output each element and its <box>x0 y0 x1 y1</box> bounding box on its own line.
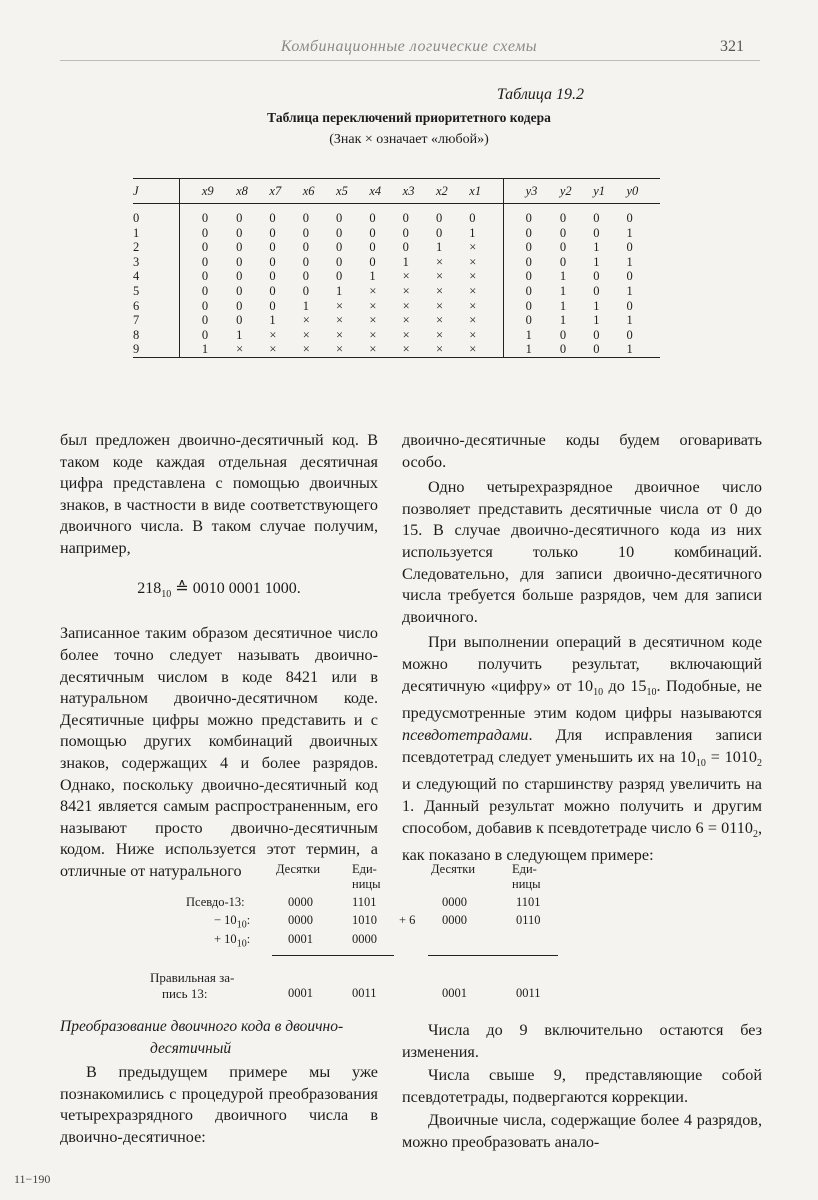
cell-x: × <box>369 283 377 298</box>
colon: : <box>246 932 251 946</box>
cell-y: 0 <box>626 211 633 225</box>
subscript: 10 <box>695 757 706 769</box>
cell-x: 1 <box>336 283 343 298</box>
cell-j: 9 <box>133 342 140 357</box>
cell-j: 3 <box>133 254 140 269</box>
header-x: x8 <box>236 184 248 198</box>
value: 1101 <box>352 895 377 909</box>
paragraph: был предложен двоично-десятичный код. В таком коде каждая отдельная десятичная цифра представлена с помощью двоичных знаков, в частности в виде соответствующего двоичного числа. В таком случае получим, например, <box>60 431 378 557</box>
cell-y: 1 <box>593 240 600 255</box>
header-y: y2 <box>559 184 572 198</box>
cell-x: 0 <box>269 211 276 225</box>
table-row <box>133 342 660 357</box>
cell-y: 0 <box>593 283 600 298</box>
cell-y: 0 <box>593 211 600 225</box>
header-x: x9 <box>179 179 236 204</box>
cell-y: 0 <box>525 283 532 298</box>
cell-x: 0 <box>179 255 236 270</box>
formula-rest: ≙ 0010 0001 1000. <box>171 579 301 597</box>
cell-x: × <box>369 313 377 328</box>
cell-x: 0 <box>336 269 343 284</box>
cell-x: × <box>402 313 410 328</box>
paragraph: В предыдущем примере мы уже познакомились с процедурой преобразования четырехразрядного двоичного числа в двоично-десятичное: <box>60 1063 378 1146</box>
cell-x: 0 <box>336 211 343 225</box>
paragraph: Одно четырехразрядное двоичное число позволяет представить десятичные числа от 0 до 15. В случае двоично-десятичного кода из них используется только 10 комбинаций. Следовательно, для записи двоично-десятичного числа требуется больше разрядов, чем для записи двоичного. <box>402 478 762 626</box>
cell-x: 0 <box>269 240 276 255</box>
plus-six: + 6 <box>399 913 416 927</box>
cell-x: × <box>302 342 310 357</box>
cell-x: × <box>469 284 503 299</box>
cell-y: 0 <box>559 254 567 269</box>
cell-x: 0 <box>402 211 409 225</box>
cell-x: × <box>369 342 377 357</box>
cell-x: 0 <box>269 283 276 298</box>
cell-x: × <box>435 313 444 328</box>
cell-x: 0 <box>179 226 236 241</box>
cell-x: × <box>369 327 377 342</box>
text-run: , как показано в следующем примере: <box>402 818 762 865</box>
cell-x: 0 <box>269 225 276 240</box>
header-units: ницы <box>352 877 381 891</box>
header-y: y1 <box>593 184 605 198</box>
cell-y: 1 <box>593 254 600 269</box>
table-row <box>133 226 660 241</box>
cell-x: × <box>469 269 503 284</box>
colon: : <box>246 913 251 927</box>
table-body <box>133 204 660 358</box>
cell-x: × <box>236 342 244 357</box>
cell-x: 0 <box>369 211 376 225</box>
cell-x: 0 <box>302 211 309 225</box>
text-run: При выполнении операций в десятичном коде можно получить результат, включающий десятичную «цифру» от 10 <box>402 633 762 695</box>
cell-x: × <box>469 328 503 343</box>
heading-line: десятичный <box>150 1039 232 1057</box>
header-units: Еди- <box>512 862 537 876</box>
table-row <box>133 313 660 328</box>
cell-x: × <box>336 342 344 357</box>
minus-label <box>214 913 250 931</box>
value: 0001 <box>288 986 313 1000</box>
cell-x: 0 <box>236 298 243 313</box>
cell-x: 0 <box>179 269 236 284</box>
paragraph: Записанное таким образом десятичное число более точно следует называть двоично-десятичным числом в коде 8421 или в натуральном двоично-десятичном коде. Десятичные цифры можно представить и с помощью других комбинаций двоичных знаков, содержащих 4 и более разрядов. Однако, поскольку двоично-десятичный код 8421 является самым распространенным, его называют просто двоично-десятичным кодом. Ниже используется этот термин, а отличные от натурального <box>60 624 378 880</box>
cell-x: 0 <box>435 211 443 225</box>
paragraph: Двоичные числа, содержащие более 4 разрядов, можно преобразовать анало- <box>402 1111 762 1151</box>
cell-y: 1 <box>593 313 600 328</box>
subscript: 2 <box>752 828 758 840</box>
cell-y: 0 <box>525 225 532 240</box>
cell-x: 0 <box>469 204 503 226</box>
correct-label: Правильная за- <box>150 970 235 985</box>
cell-x: × <box>369 298 377 313</box>
formula-subscript: 10 <box>161 588 172 600</box>
table-title: Таблица переключений приоритетного кодера <box>267 110 551 125</box>
cell-x: × <box>435 327 444 342</box>
cell-x: × <box>269 327 277 342</box>
cell-j: 7 <box>133 313 140 328</box>
cell-y: 0 <box>626 269 633 284</box>
cell-y: 0 <box>525 254 532 269</box>
priority-encoder-table <box>133 178 660 358</box>
value: 0001 <box>288 932 313 946</box>
cell-x: 0 <box>179 328 236 343</box>
cell-x: 1 <box>236 327 243 342</box>
value: 1101 <box>516 895 541 909</box>
header-x: x7 <box>269 184 282 198</box>
cell-y: 1 <box>559 269 567 284</box>
table-row <box>133 255 660 270</box>
cell-j: 2 <box>133 240 140 255</box>
cell-y: 1 <box>626 283 633 298</box>
cell-y: 0 <box>559 327 567 342</box>
cell-x: 1 <box>469 226 503 241</box>
cell-x: × <box>302 327 310 342</box>
cell-x: 1 <box>179 342 236 357</box>
table-note: (Знак × означает «любой») <box>329 132 489 147</box>
value: 0001 <box>442 986 467 1000</box>
right-bottom-column <box>402 1020 762 1154</box>
cell-x: × <box>336 327 344 342</box>
cell-x: 0 <box>336 254 343 269</box>
left-column <box>60 430 378 882</box>
cell-x: × <box>435 342 444 357</box>
cell-x: 0 <box>179 240 236 255</box>
table-row <box>133 204 660 226</box>
subscript: 10 <box>593 686 604 698</box>
formula <box>60 578 378 606</box>
cell-y: 0 <box>525 240 532 255</box>
cell-y: 0 <box>525 269 532 284</box>
cell-x: 0 <box>369 225 376 240</box>
cell-y: 1 <box>525 342 532 357</box>
header-tens: Десятки <box>431 862 476 876</box>
cell-x: 0 <box>302 240 309 255</box>
cell-x: × <box>469 240 503 255</box>
text-run: и следующий по старшинству разряд увеличить на 1. Данный результат можно получить и другим способом, добавив к псевдотетраде число 6 = 0110 <box>402 775 762 837</box>
cell-x: × <box>302 313 310 328</box>
minus-text: − 10 <box>214 913 237 927</box>
cell-x: 0 <box>179 299 236 314</box>
cell-x: 0 <box>302 254 309 269</box>
cell-j: 0 <box>133 211 140 225</box>
subscript: 2 <box>756 757 762 769</box>
cell-x: × <box>336 298 344 313</box>
paragraph: Числа до 9 включительно остаются без изменения. <box>402 1021 762 1061</box>
cell-y: 0 <box>593 269 600 284</box>
value: 1010 <box>352 913 377 927</box>
cell-y: 0 <box>559 240 567 255</box>
cell-x: × <box>469 255 503 270</box>
term-italic: псевдотетрадами <box>402 725 529 744</box>
header-tens: Десятки <box>276 862 321 876</box>
cell-x: 1 <box>435 240 443 255</box>
cell-x: × <box>435 269 444 284</box>
cell-x: × <box>336 313 344 328</box>
section-body <box>60 1062 378 1148</box>
cell-y: 0 <box>559 225 567 240</box>
pseudo-label: Псевдо-13: <box>186 895 245 909</box>
header-x: x5 <box>336 184 348 198</box>
cell-x: × <box>435 254 444 269</box>
header-j: J <box>133 184 139 198</box>
cell-y: 0 <box>626 240 633 255</box>
cell-y: 1 <box>626 254 633 269</box>
value: 0011 <box>352 986 377 1000</box>
cell-x: 0 <box>269 298 276 313</box>
value: 0110 <box>516 913 541 927</box>
table-row <box>133 299 660 314</box>
cell-x: 0 <box>336 240 343 255</box>
cell-y: 1 <box>626 342 633 357</box>
cell-x: × <box>402 298 410 313</box>
cell-x: × <box>402 283 410 298</box>
signature-mark: 11−190 <box>14 1172 51 1186</box>
table-row <box>133 269 660 284</box>
cell-x: 0 <box>435 225 443 240</box>
cell-y: 0 <box>593 225 600 240</box>
cell-x: × <box>469 342 503 357</box>
table-label: Таблица 19.2 <box>496 86 584 103</box>
header-divider <box>60 60 760 61</box>
paragraph <box>402 632 762 867</box>
cell-j: 5 <box>133 283 140 298</box>
cell-x: 0 <box>302 269 309 284</box>
cell-j: 1 <box>133 225 140 240</box>
cell-x: 0 <box>236 283 243 298</box>
paragraph: Числа свыше 9, представляющие собой псевдотетрады, подвергаются коррекции. <box>402 1066 762 1106</box>
header-x: x1 <box>469 179 503 204</box>
header-y: y0 <box>626 184 639 198</box>
cell-x: 0 <box>302 225 309 240</box>
cell-y: 0 <box>593 342 600 357</box>
cell-x: 0 <box>236 313 243 328</box>
cell-x: × <box>469 299 503 314</box>
value: 0011 <box>516 986 541 1000</box>
header-y: y3 <box>525 184 538 198</box>
cell-x: 0 <box>236 225 243 240</box>
cell-x: 0 <box>236 254 243 269</box>
header-units: Еди- <box>352 862 377 876</box>
cell-j: 8 <box>133 327 140 342</box>
section-heading <box>60 1016 378 1059</box>
value: 0000 <box>288 913 313 927</box>
cell-x: 0 <box>179 204 236 226</box>
cell-y: 0 <box>626 298 633 313</box>
cell-x: 0 <box>236 240 243 255</box>
cell-y: 1 <box>626 313 633 328</box>
cell-x: × <box>269 342 277 357</box>
subscript: 10 <box>236 938 247 950</box>
cell-x: 0 <box>302 283 309 298</box>
right-column <box>402 430 762 867</box>
value: 0000 <box>288 895 313 909</box>
cell-y: 0 <box>525 211 532 225</box>
cell-x: 1 <box>402 254 409 269</box>
cell-y: 0 <box>525 298 532 313</box>
plus-label <box>214 932 250 950</box>
cell-x: × <box>402 342 410 357</box>
formula-base: 218 <box>137 579 162 597</box>
header-x: x2 <box>435 184 448 198</box>
cell-y: 0 <box>626 327 633 342</box>
cell-y: 1 <box>626 225 633 240</box>
header-x: x4 <box>369 184 382 198</box>
cell-x: 0 <box>269 269 276 284</box>
text-run: = 1010 <box>705 747 757 766</box>
cell-y: 1 <box>559 313 567 328</box>
cell-j: 4 <box>133 269 140 284</box>
text-run: . Для исправления записи псевдотетрад следует уменьшить их на 10 <box>402 725 762 766</box>
subscript: 10 <box>236 919 247 931</box>
table-row <box>133 284 660 299</box>
heading-line: Преобразование двоичного кода в двоично- <box>60 1018 344 1035</box>
cell-x: 0 <box>236 211 243 225</box>
cell-x: 0 <box>402 240 409 255</box>
plus-text: + 10 <box>214 932 237 946</box>
value: 0000 <box>442 895 467 909</box>
cell-y: 0 <box>525 313 532 328</box>
paragraph: двоично-десятичные коды будем оговаривать особо. <box>402 431 762 471</box>
cell-y: 1 <box>593 298 600 313</box>
cell-x: 1 <box>269 313 276 328</box>
cell-x: 0 <box>236 269 243 284</box>
text-run: до 15 <box>603 676 647 695</box>
cell-x: 0 <box>402 225 409 240</box>
header-units: ницы <box>512 877 541 891</box>
header-x: x6 <box>302 184 315 198</box>
table-row <box>133 240 660 255</box>
text-run: . Подобные, не предусмотренные этим кодом цифры называются <box>402 676 762 723</box>
cell-j: 6 <box>133 298 140 313</box>
value: 0000 <box>442 913 467 927</box>
cell-x: 0 <box>269 254 276 269</box>
correct-label: пись 13: <box>162 986 208 1001</box>
cell-x: × <box>402 269 410 284</box>
cell-y: 0 <box>559 211 567 225</box>
cell-y: 1 <box>559 283 567 298</box>
page-number: 321 <box>720 38 744 55</box>
sum-rule <box>428 955 558 956</box>
cell-y: 1 <box>525 327 532 342</box>
subscript: 10 <box>646 686 657 698</box>
cell-x: × <box>435 283 444 298</box>
header-x: x3 <box>402 184 415 198</box>
sum-rule <box>272 955 394 956</box>
cell-x: 0 <box>369 240 376 255</box>
cell-x: × <box>402 327 410 342</box>
cell-x: 1 <box>369 269 376 284</box>
cell-x: 1 <box>302 298 309 313</box>
cell-x: × <box>469 313 503 328</box>
cell-x: 0 <box>369 254 376 269</box>
cell-y: 1 <box>559 298 567 313</box>
cell-x: 0 <box>179 284 236 299</box>
value: 0000 <box>352 932 377 946</box>
cell-x: × <box>435 298 444 313</box>
cell-y: 0 <box>559 342 567 357</box>
table-row <box>133 328 660 343</box>
table-header-row <box>133 179 660 204</box>
running-title: Комбинационные логические схемы <box>280 38 538 55</box>
cell-x: 0 <box>179 313 236 328</box>
cell-y: 0 <box>593 327 600 342</box>
cell-x: 0 <box>336 225 343 240</box>
